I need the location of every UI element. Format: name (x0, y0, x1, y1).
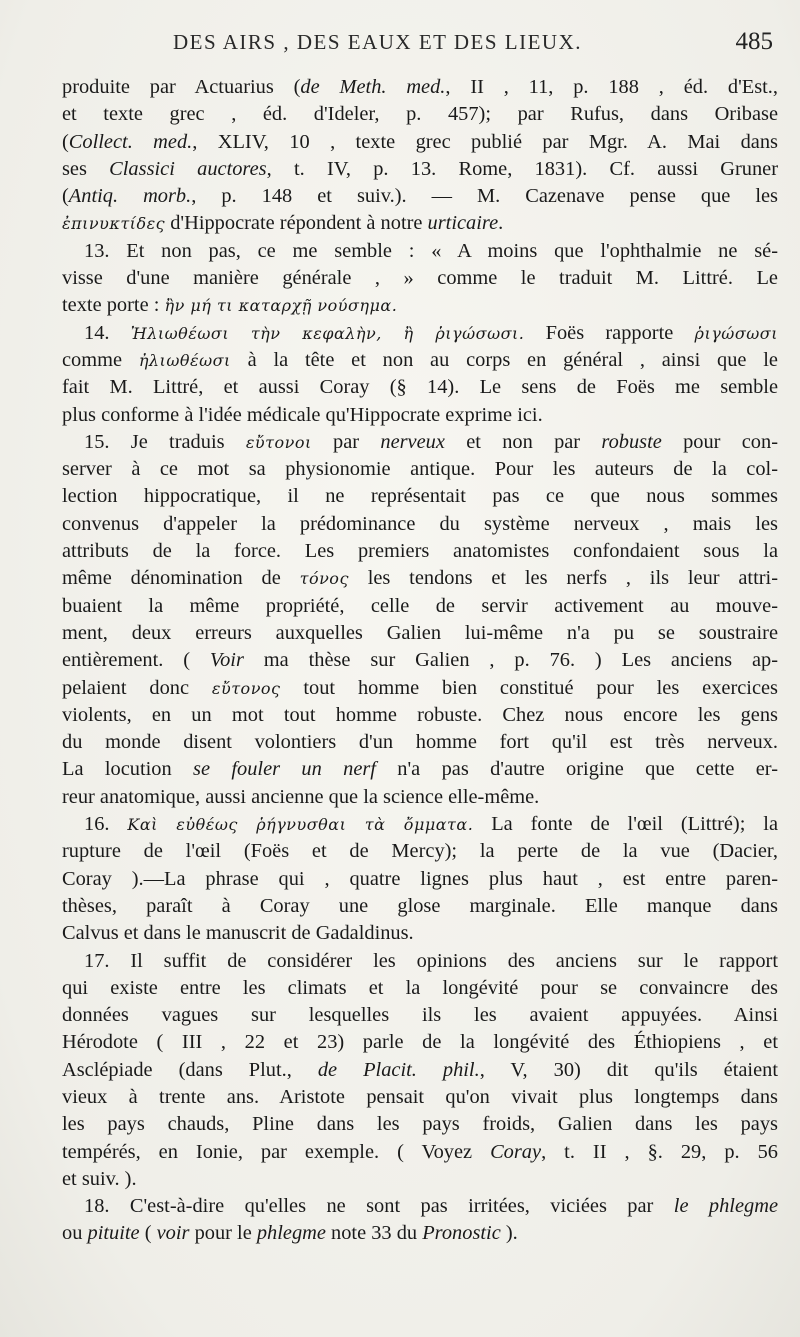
text-line: lection hippocratique, il ne représentait pas ce que nous sommes (62, 485, 778, 508)
text-line: server à ce mot sa physionomie antique. Pour les auteurs de la col- (62, 458, 778, 481)
text-line: les pays chauds, Pline dans les pays froids, Galien dans les pays (62, 1113, 778, 1136)
text-line: (Antiq. morb., p. 148 et suiv.). — M. Cazenave pense que les (62, 185, 778, 208)
text-line: et suiv. ). (62, 1167, 137, 1190)
text-line: (Collect. med., XLIV, 10 , texte grec publié par Mgr. A. Mai dans (62, 130, 778, 153)
text-line: qui existe entre les climats et la longévité pour se convaincre des (62, 976, 778, 999)
text-line: 13. Et non pas, ce me semble : « A moins que l'ophthalmie ne sé- (84, 239, 778, 262)
text-line: données vagues sur lesquelles ils les avaient appuyées. Ainsi (62, 1004, 778, 1027)
text-line: attributs de la force. Les premiers anatomistes confondaient sous la (62, 540, 778, 563)
text-line: et texte grec , éd. d'Ideler, p. 457); par Rufus, dans Oribase (62, 103, 778, 126)
text-line: visse d'une manière générale , » comme le traduit M. Littré. Le (62, 267, 778, 290)
text-line: ou pituite ( voir pour le phlegme note 33 du Pronostic ). (62, 1222, 518, 1245)
text-line: 15. Je traduis εὔτονοι par nerveux et non par robuste pour con- (84, 430, 778, 453)
footnotes-body (62, 74, 778, 1248)
text-line: vieux à trente ans. Aristote pensait qu'on vivait plus longtemps dans (62, 1085, 778, 1108)
text-line: plus conforme à l'idée médicale qu'Hippocrate exprime ici. (62, 403, 543, 426)
running-head (60, 30, 775, 64)
page-number: 485 (735, 28, 773, 55)
text-line: Coray ).—La phrase qui , quatre lignes plus haut , est entre paren- (62, 867, 778, 890)
text-line: 17. Il suffit de considérer les opinions des anciens sur le rapport (84, 949, 778, 972)
text-line: thèses, paraît à Coray une glose marginale. Elle manque dans (62, 894, 778, 917)
text-line: ment, deux erreurs auxquelles Galien lui-même n'a pu se soustraire (62, 621, 778, 644)
running-title: DES AIRS , DES EAUX ET DES LIEUX. (172, 30, 583, 54)
text-line: Asclépiade (dans Plut., de Placit. phil., V, 30) dit qu'ils étaient (62, 1058, 779, 1081)
text-line: tempérés, en Ionie, par exemple. ( Voyez Coray, t. II , §. 29, p. 56 (62, 1140, 778, 1163)
text-line: 18. C'est-à-dire qu'elles ne sont pas irritées, viciées par le phlegme (84, 1195, 778, 1218)
text-line: rupture de l'œil (Foës et de Mercy); la perte de la vue (Dacier, (62, 840, 778, 863)
text-line: buaient la même propriété, celle de servir activement au mouve- (62, 594, 778, 617)
text-line: ses Classici auctores, t. IV, p. 13. Rome, 1831). Cf. aussi Gruner (62, 157, 778, 180)
text-line: texte porte : ἢν μή τι καταρχῇ νούσημα. (62, 294, 398, 317)
text-line: produite par Actuarius (de Meth. med., II , 11, p. 188 , éd. d'Est., (62, 76, 779, 98)
text-line: La locution se fouler un nerf n'a pas d'autre origine que cette er- (62, 758, 778, 781)
text-line: entièrement. ( Voir ma thèse sur Galien , p. 76. ) Les anciens ap- (62, 649, 778, 672)
text-line: Calvus et dans le manuscrit de Gadaldinus. (62, 922, 414, 945)
text-line: 14. Ἠλιωθέωσι τὴν κεφαλὴν, ἢ ῥιγώσωσι. Foës rapporte ῥιγώσωσι (84, 321, 778, 344)
text-line: 16. Καὶ εὐθέως ῥήγνυσθαι τὰ ὄμματα. La fonte de l'œil (Littré); la (84, 813, 778, 836)
text-line: même dénomination de τόνος les tendons et les nerfs , ils leur attri- (62, 567, 778, 590)
text-line: pelaient donc εὔτονος tout homme bien constitué pour les exercices (62, 676, 778, 699)
text-line: reur anatomique, aussi ancienne que la science elle-même. (62, 785, 540, 808)
text-line: violents, en un mot tout homme robuste. Chez nous encore les gens (62, 703, 778, 726)
text-line: du monde disent volontiers d'un homme fort qu'il est très nerveux. (62, 731, 778, 754)
text-line: fait M. Littré, et aussi Coray (§ 14). Le sens de Foës me semble (62, 376, 778, 399)
text-line: comme ἠλιωθέωσι à la tête et non au corps en général , ainsi que le (62, 348, 778, 371)
text-line: ἐπινυκτίδες d'Hippocrate répondent à notre urticaire. (62, 212, 504, 235)
text-line: convenus d'appeler la prédominance du système nerveux , mais les (62, 512, 778, 535)
text-line: Hérodote ( III , 22 et 23) parle de la longévité des Éthiopiens , et (62, 1031, 778, 1054)
